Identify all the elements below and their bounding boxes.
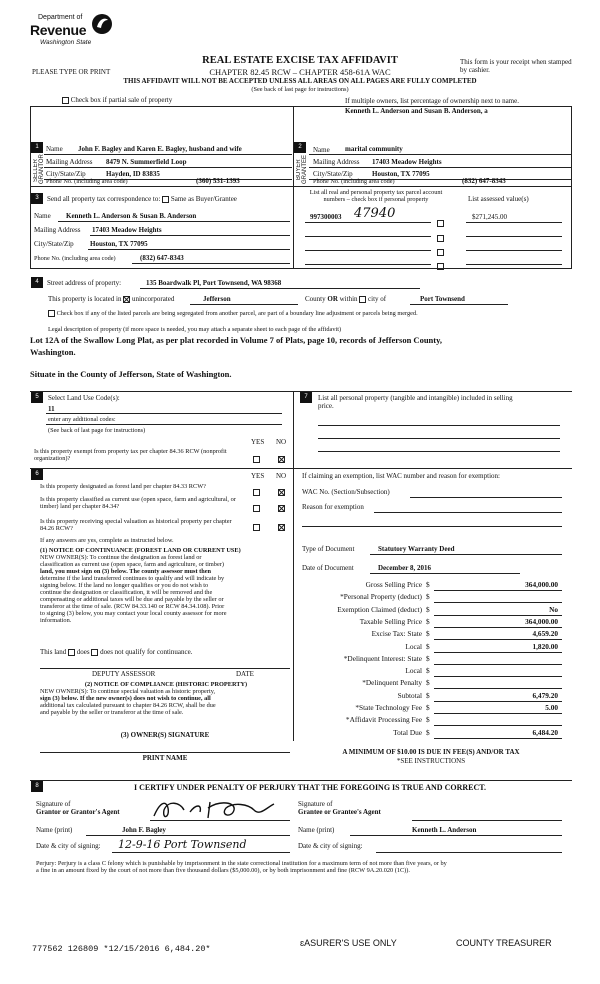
document-type: Statutory Warranty Deed bbox=[378, 545, 455, 553]
sale-row bbox=[300, 678, 562, 690]
document-type-label: Type of Document bbox=[302, 545, 355, 553]
does-label: does bbox=[76, 648, 90, 656]
section6-yes: YES bbox=[251, 472, 265, 480]
corr-city: Houston, TX 77095 bbox=[90, 240, 148, 248]
section-6-badge: 6 bbox=[31, 469, 43, 480]
document-date: December 8, 2016 bbox=[378, 564, 431, 572]
logo-line-2: Revenue bbox=[30, 22, 87, 38]
sale-row bbox=[300, 728, 562, 740]
notice1-line-5: signing below. If the land no longer qualifies or you do not wish to bbox=[40, 582, 209, 590]
notice1-line-1: NEW OWNER(S): To continue the designation as forest land or bbox=[40, 554, 202, 562]
sale-row-dollar: $ bbox=[426, 703, 430, 712]
corr-phone: (832) 647-8343 bbox=[140, 254, 184, 262]
please-type: PLEASE TYPE OR PRINT bbox=[32, 68, 111, 76]
logo bbox=[30, 12, 120, 48]
corr-name-label: Name bbox=[34, 212, 51, 220]
corr-mailing: 17403 Meadow Heights bbox=[92, 226, 162, 234]
notice1-line-8: transferor at the time of sale. (RCW 84.33.140 or RCW 84.34.108). Prior bbox=[40, 603, 225, 611]
unincorporated-checkbox[interactable] bbox=[123, 296, 130, 303]
seller-name: John F. Bagley and Karen E. Bagley, husband and wife bbox=[78, 145, 242, 153]
sale-row-label: Local bbox=[405, 641, 422, 651]
buyer-city-label: City/State/Zip bbox=[313, 170, 353, 178]
sale-row-dollar: $ bbox=[426, 580, 430, 589]
section6-no: NO bbox=[276, 472, 287, 480]
if-yes-note: If any answers are yes, complete as instructed below. bbox=[40, 537, 174, 544]
sale-row bbox=[300, 580, 562, 592]
county-treasurer-label: COUNTY TREASURER bbox=[456, 938, 552, 948]
buyer-name-line-1: Kenneth L. Anderson and Susan B. Anderson, a bbox=[345, 107, 488, 115]
sale-row-dollar: $ bbox=[426, 715, 430, 725]
segregated-option bbox=[48, 310, 418, 317]
legal-description-line-2: Washington. bbox=[30, 347, 76, 357]
sale-row-label: Excise Tax: State bbox=[371, 629, 422, 639]
grantee-sig-line-1: Signature of bbox=[298, 800, 333, 808]
wac-label: WAC No. (Section/Subsection) bbox=[302, 488, 390, 496]
sale-row-value: 364,000.00 bbox=[525, 616, 558, 626]
grantee-name-label: Name (print) bbox=[298, 826, 335, 834]
historic-question: Is this property receiving special valuation as historical property per chapter 84.26 RCW? bbox=[40, 518, 232, 533]
parcel-number: 997300003 bbox=[310, 213, 342, 221]
exemption-instructions: If claiming an exemption, list WAC number and reason for exemption: bbox=[302, 472, 500, 480]
form-title: REAL ESTATE EXCISE TAX AFFIDAVIT bbox=[202, 55, 398, 66]
section-3-badge: 3 bbox=[31, 193, 43, 204]
sale-row-value: 6,484.20 bbox=[532, 727, 558, 737]
corr-name: Kenneth L. Anderson & Susan B. Anderson bbox=[66, 212, 197, 220]
sale-row-dollar: $ bbox=[426, 653, 430, 663]
corr-phone-label: Phone No. (including area code) bbox=[34, 255, 116, 262]
sale-row-value: 1,820.00 bbox=[532, 641, 558, 651]
county-word: County bbox=[305, 295, 326, 303]
sale-row-dollar: $ bbox=[426, 592, 430, 602]
city-of-word: city of bbox=[368, 295, 387, 303]
buyer-city: Houston, TX 77095 bbox=[372, 170, 430, 178]
sale-row-value: 4,659.20 bbox=[532, 629, 558, 639]
sale-row-dollar: $ bbox=[426, 666, 430, 676]
sale-row bbox=[300, 691, 562, 703]
sale-row-dollar: $ bbox=[426, 616, 430, 626]
section-4-badge: 4 bbox=[31, 277, 43, 288]
legal-description-line-1: Lot 12A of the Swallow Long Plat, as per plat recorded in Volume 7 of Plats, page 10, records of Jefferson County, bbox=[30, 335, 443, 345]
assessed-value: $271,245.00 bbox=[472, 213, 507, 221]
see-back-instructions: (See back of last page for instructions) bbox=[251, 86, 349, 93]
section5-no: NO bbox=[276, 438, 287, 446]
correspondence-label bbox=[47, 195, 237, 203]
sale-row-value: 364,000.00 bbox=[525, 580, 558, 589]
sale-row-label: Total Due bbox=[393, 727, 422, 737]
forest-question: Is this property designated as forest land per chapter 84.33 RCW? bbox=[40, 483, 206, 490]
seller-side-label: SELLER GRANTOR bbox=[33, 154, 45, 184]
current-use-no-checkbox[interactable] bbox=[278, 499, 285, 517]
notice1-line-2: classification as current use (open space, farm and agriculture, or timber) bbox=[40, 561, 224, 569]
sale-row bbox=[300, 715, 562, 727]
cashier-receipt-stamp: 777562 126809 *12/15/2016 6,484.20* bbox=[32, 944, 211, 954]
sale-row-label: *State Technology Fee bbox=[355, 703, 422, 712]
seller-phone-label: Phone No. (including area code) bbox=[46, 178, 128, 185]
parcel-header-line-2: numbers – check box if personal property bbox=[323, 196, 429, 204]
grantor-signature-label bbox=[36, 800, 120, 816]
current-use-yes-checkbox[interactable] bbox=[253, 499, 260, 517]
form-chapter: CHAPTER 82.45 RCW – CHAPTER 458-61A WAC bbox=[209, 67, 391, 77]
corr-city-label: City/State/Zip bbox=[34, 240, 74, 248]
seller-mailing-label: Mailing Address bbox=[46, 158, 93, 166]
deputy-assessor-label: DEPUTY ASSESSOR bbox=[92, 670, 156, 678]
additional-codes-label: enter any additional codes: bbox=[48, 416, 116, 423]
sale-row-dollar: $ bbox=[426, 727, 430, 737]
city-checkbox[interactable] bbox=[359, 296, 366, 303]
parcel-checkbox-4[interactable] bbox=[437, 257, 444, 275]
seller-city: Hayden, ID 83835 bbox=[106, 170, 160, 178]
section-2-badge: 2 bbox=[294, 142, 306, 153]
sale-row-dollar: $ bbox=[426, 690, 430, 700]
segregated-checkbox[interactable] bbox=[48, 310, 55, 317]
street-address: 135 Boardwalk Pl, Port Townsend, WA 98368 bbox=[146, 279, 282, 287]
notice2-line-4: and payable by the seller or transferor at the time of sale. bbox=[40, 709, 184, 717]
legal-label: Legal description of property (if more space is needed, you may attach a separate sheet to each page of the affidavit) bbox=[48, 326, 342, 333]
sale-row bbox=[300, 654, 562, 666]
notice2-line-1: NEW OWNER(S): To continue special valuation as historic property, bbox=[40, 688, 216, 696]
land-use-code: 11 bbox=[48, 405, 55, 413]
treasurer-use-label: ɛASURER'S USE ONLY bbox=[300, 938, 397, 948]
notice1-line-9: to signing (3) below, you may contact your local county assessor for more bbox=[40, 610, 227, 618]
does-not-label: does not qualify for continuance. bbox=[100, 648, 193, 656]
logo-line-1: Department of bbox=[38, 14, 83, 21]
assessor-date-label: DATE bbox=[236, 670, 254, 678]
sale-row-label: Gross Selling Price bbox=[365, 580, 422, 589]
personal-property-label bbox=[318, 394, 568, 410]
notice2-line-3: additional tax calculated pursuant to chapter 84.26 RCW, shall be due bbox=[40, 702, 216, 710]
receipt-note: This form is your receipt when stamped by cashier. bbox=[460, 58, 572, 75]
buyer-name-label: Name bbox=[313, 146, 330, 154]
sale-row bbox=[300, 617, 562, 629]
reason-label: Reason for exemption bbox=[302, 503, 364, 511]
seller-mailing: 8479 N. Summerfield Loop bbox=[106, 158, 187, 166]
sale-row-dollar: $ bbox=[426, 629, 430, 639]
does-not-checkbox[interactable] bbox=[91, 649, 98, 656]
parcel-handwritten-number: 47940 bbox=[354, 206, 396, 221]
perjury-line-2: a fine in an amount fixed by the court of not more than five thousand dollars ($5,000.00), or by both imprisonment and fine (RCW 9A.20.020 (1C)). bbox=[36, 867, 410, 875]
sale-row-value: No bbox=[549, 604, 558, 614]
assessed-header: List assessed value(s) bbox=[468, 195, 529, 203]
grantor-date-label: Date & city of signing: bbox=[36, 842, 101, 850]
sale-row-dollar: $ bbox=[426, 678, 430, 688]
current-use-question: Is this property classified as current use (open space, farm and agricultural, or timber) land per chapter 84.34? bbox=[40, 496, 236, 511]
exempt-no-checkbox[interactable] bbox=[278, 450, 285, 468]
buyer-side-label: BUYER GRANTEE bbox=[296, 154, 308, 184]
buyer-phone-label: Phone No. (including area code) bbox=[313, 178, 395, 185]
unincorporated-label: unincorporated bbox=[131, 295, 175, 303]
sale-row-label: Taxable Selling Price bbox=[359, 616, 422, 626]
perjury-note bbox=[36, 860, 572, 874]
sale-row-dollar: $ bbox=[426, 641, 430, 651]
sale-row bbox=[300, 592, 562, 604]
county-name: Jefferson bbox=[203, 295, 231, 303]
notice2-title: (2) NOTICE OF COMPLIANCE (HISTORIC PROPERTY) bbox=[84, 681, 248, 688]
notice1-line-4: determine if the land transferred continues to qualify and will indicate by bbox=[40, 575, 225, 583]
personal-property-label-1: List all personal property (tangible and intangible) included in selling bbox=[318, 394, 513, 402]
segregated-label: Check box if any of the listed parcels are being segregated from another parcel, are part of a boundary line adjustment or parcels being merged. bbox=[56, 310, 418, 317]
sale-row-label: *Personal Property (deduct) bbox=[340, 592, 422, 602]
sale-row bbox=[300, 642, 562, 654]
notice1-line-3: land, you must sign on (3) below. The county assessor must then bbox=[40, 568, 212, 576]
historic-no-checkbox[interactable] bbox=[278, 518, 285, 536]
acceptance-warning: THIS AFFIDAVIT WILL NOT BE ACCEPTED UNLESS ALL AREAS ON ALL PAGES ARE FULLY COMPLETED bbox=[123, 77, 477, 85]
exempt-yes-checkbox[interactable] bbox=[253, 450, 260, 468]
section-8-badge: 8 bbox=[31, 781, 43, 792]
notice1-title: (1) NOTICE OF CONTINUANCE (FOREST LAND OR CURRENT USE) bbox=[40, 547, 241, 554]
sale-row-label: Exemption Claimed (deduct) bbox=[337, 604, 422, 614]
does-checkbox[interactable] bbox=[68, 649, 75, 656]
sale-row-label: *Delinquent Interest: State bbox=[343, 653, 422, 663]
historic-yes-checkbox[interactable] bbox=[253, 518, 260, 536]
location-line bbox=[48, 295, 174, 303]
sale-table bbox=[300, 580, 562, 740]
grantor-name: John F. Bagley bbox=[122, 826, 166, 834]
land-use-label: Select Land Use Code(s): bbox=[48, 394, 120, 402]
this-land-label: This land bbox=[40, 648, 67, 656]
sale-row-label: *Delinquent Penalty bbox=[362, 678, 422, 688]
sale-row-label: Subtotal bbox=[397, 690, 422, 700]
sale-row bbox=[300, 605, 562, 617]
city-name: Port Townsend bbox=[420, 295, 465, 303]
section-5-badge: 5 bbox=[31, 392, 43, 403]
grantee-sig-line-2: Grantee or Grantee's Agent bbox=[298, 808, 381, 817]
logo-emblem-icon bbox=[90, 12, 114, 36]
parcel-header-line-1: List all real and personal property tax parcel account bbox=[309, 189, 443, 196]
perjury-line-1: Perjury: Perjury is a class C felony which is punishable by imprisonment in the state correctional institution for a maximum term of not more than five years, or by bbox=[36, 860, 447, 867]
sale-row-label: *Affidavit Processing Fee bbox=[345, 715, 422, 725]
or-word: OR bbox=[327, 295, 338, 303]
owner-signature-label: (3) OWNER(S) SIGNATURE bbox=[120, 731, 210, 739]
correspondence-label-text: Send all property tax correspondence to: bbox=[47, 195, 161, 203]
parcel-header bbox=[296, 189, 456, 203]
sale-row-value: 6,479.20 bbox=[532, 690, 558, 700]
document-date-label: Date of Document bbox=[302, 564, 354, 572]
section-7-badge: 7 bbox=[300, 392, 312, 403]
grantor-name-label: Name (print) bbox=[36, 826, 73, 834]
sale-row-dollar: $ bbox=[426, 604, 430, 614]
grantee-name: Kenneth L. Anderson bbox=[412, 826, 477, 834]
same-as-buyer-label: Same as Buyer/Grantee bbox=[170, 195, 237, 203]
see-instructions-note: *SEE INSTRUCTIONS bbox=[396, 757, 466, 765]
within-word: within bbox=[339, 295, 358, 303]
sale-row bbox=[300, 629, 562, 641]
minimum-due-note: A MINIMUM OF $10.00 IS DUE IN FEE(S) AND/OR TAX bbox=[342, 748, 520, 756]
section5-yes: YES bbox=[251, 438, 265, 446]
section-1-badge: 1 bbox=[31, 142, 43, 153]
buyer-name-line-2: marital community bbox=[345, 145, 403, 153]
notice-continuance bbox=[40, 547, 292, 625]
partial-sale-option bbox=[62, 96, 172, 104]
certify-statement: I CERTIFY UNDER PENALTY OF PERJURY THAT THE FOREGOING IS TRUE AND CORRECT. bbox=[133, 783, 486, 792]
grantor-signature-scribble bbox=[150, 796, 280, 822]
grantor-sig-line-2: Grantor or Grantor's Agent bbox=[36, 808, 120, 817]
grantor-date-city: 12-9-16 Port Townsend bbox=[118, 838, 247, 851]
notice1-line-10: information. bbox=[40, 617, 72, 625]
logo-line-3: Washington State bbox=[40, 39, 92, 46]
sale-row-value: 5.00 bbox=[545, 703, 558, 712]
continuance-line bbox=[40, 648, 192, 656]
located-text: This property is located in bbox=[48, 295, 122, 303]
partial-sale-checkbox[interactable] bbox=[62, 97, 69, 104]
seller-phone: (360) 531-1393 bbox=[196, 177, 240, 185]
multiple-owners-note: If multiple owners, list percentage of ownership next to name. bbox=[345, 97, 519, 105]
partial-sale-label: Check box if partial sale of property bbox=[70, 96, 173, 104]
sale-row-label: Local bbox=[405, 666, 422, 676]
buyer-phone: (832) 647-8343 bbox=[462, 177, 506, 185]
land-use-see-back: (See back of last page for instructions) bbox=[48, 427, 146, 434]
notice2-line-2: sign (3) below. If the new owner(s) does not wish to continue, all bbox=[40, 695, 211, 703]
sale-row bbox=[300, 666, 562, 678]
notice-compliance bbox=[40, 681, 292, 716]
situate-line: Situate in the County of Jefferson, State of Washington. bbox=[30, 369, 232, 379]
notice1-line-7: compensating or additional taxes will be due and payable by the seller or bbox=[40, 596, 224, 604]
exempt-question: Is this property exempt from property tax per chapter 84.36 RCW (nonprofit organization)? bbox=[34, 448, 227, 463]
sale-row bbox=[300, 703, 562, 715]
grantee-signature-label bbox=[298, 800, 381, 816]
print-name-label: PRINT NAME bbox=[142, 754, 188, 762]
corr-mailing-label: Mailing Address bbox=[34, 226, 81, 234]
personal-property-label-2: price. bbox=[318, 402, 334, 411]
seller-city-label: City/State/Zip bbox=[46, 170, 86, 178]
grantor-sig-line-1: Signature of bbox=[36, 800, 71, 808]
same-as-buyer-checkbox[interactable] bbox=[162, 196, 169, 203]
street-label: Street address of property: bbox=[47, 279, 122, 287]
seller-name-label: Name bbox=[46, 145, 63, 153]
county-or-line bbox=[305, 295, 386, 303]
buyer-mailing-label: Mailing Address bbox=[313, 158, 360, 166]
buyer-mailing: 17403 Meadow Heights bbox=[372, 158, 442, 166]
grantee-date-label: Date & city of signing: bbox=[298, 842, 363, 850]
notice1-line-6: continue the designation or classification, it will be removed and the bbox=[40, 589, 213, 597]
